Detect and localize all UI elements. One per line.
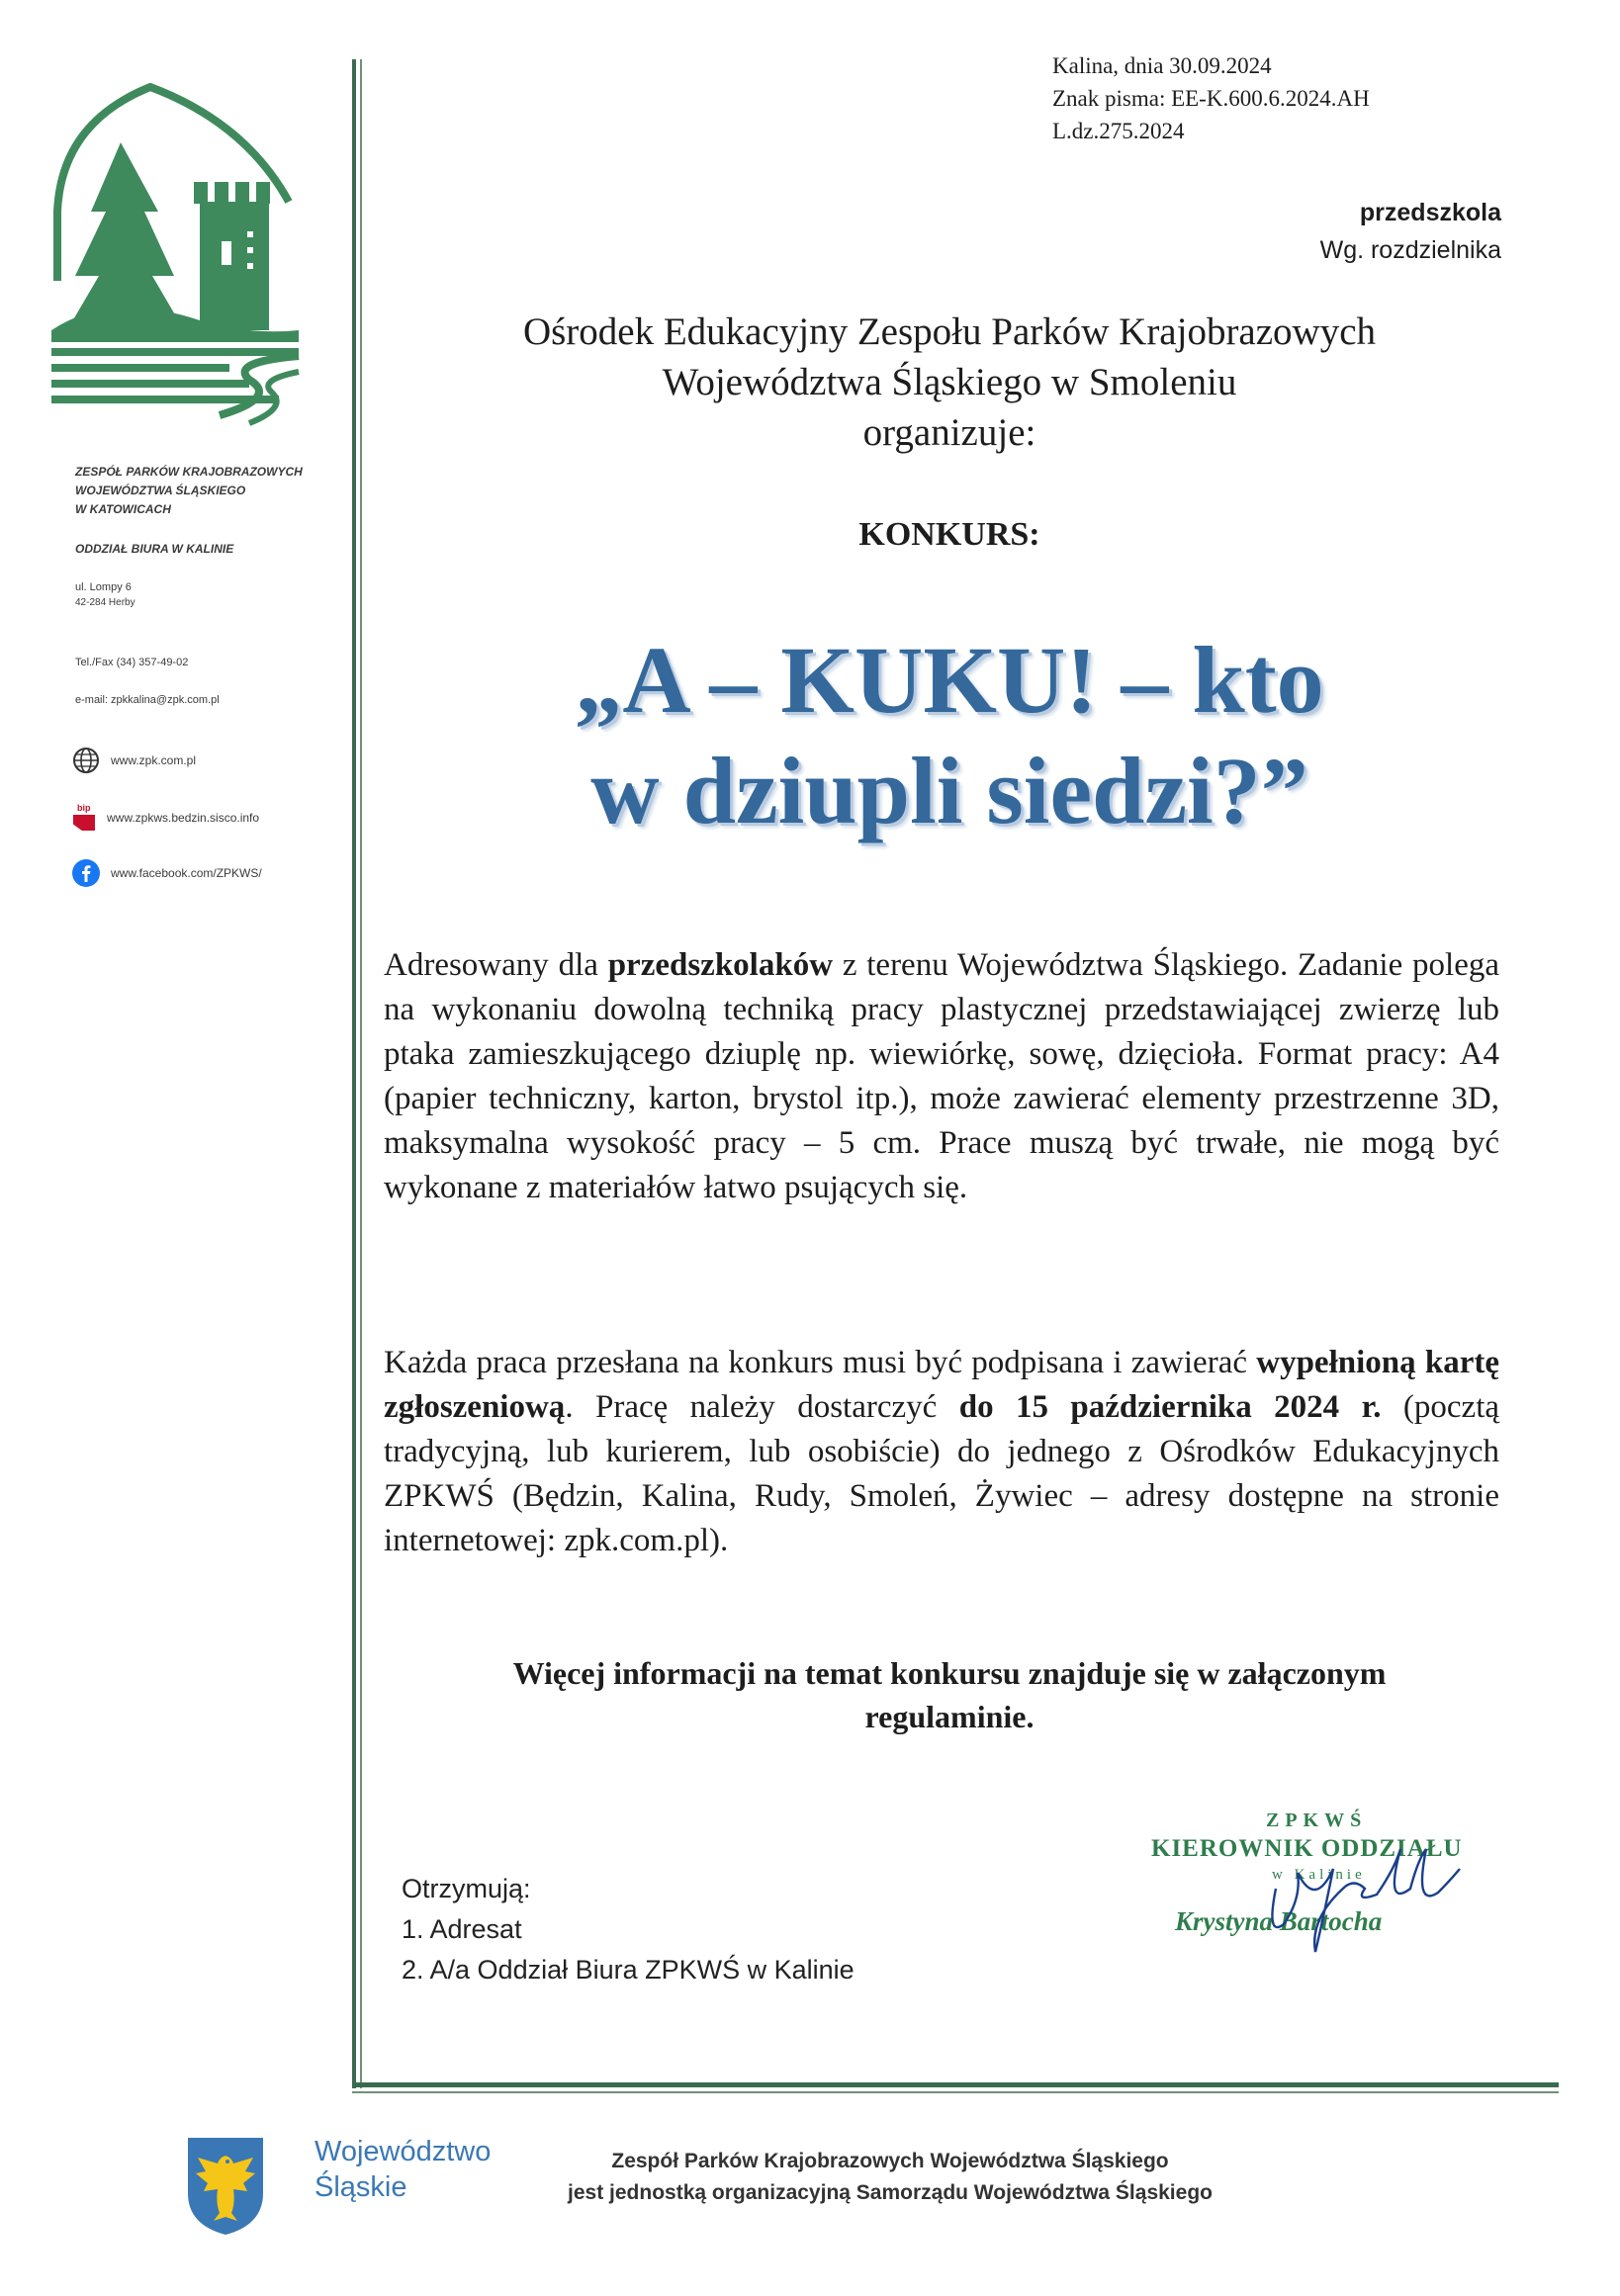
contest-description bbox=[384, 943, 1499, 1210]
sidebar-org-name bbox=[75, 463, 303, 519]
text-run-bold: przedszkolaków bbox=[607, 947, 834, 983]
document-meta bbox=[1052, 49, 1370, 147]
text-run-bold: wypełnioną kartę zgłoszeniową bbox=[384, 1345, 1500, 1425]
sidebar-org-line: ZESPÓŁ PARKÓW KRAJOBRAZOWYCH bbox=[75, 465, 303, 479]
document-date: Kalina, dnia 30.09.2024 bbox=[1052, 53, 1272, 78]
organizer-line: Ośrodek Edukacyjny Zespołu Parków Krajobrazowych bbox=[522, 310, 1377, 353]
silesia-coat-of-arms-icon bbox=[184, 2134, 267, 2237]
organizer-line: Województwa Śląskiego w Smoleniu bbox=[662, 361, 1237, 403]
bip-badge-text: bip bbox=[77, 803, 91, 813]
region-name-line: Śląskie bbox=[315, 2171, 407, 2203]
sidebar-address bbox=[75, 579, 135, 611]
text-run: Adresowany dla bbox=[384, 947, 608, 983]
sidebar-bip-text: www.zpkws.bedzin.sisco.info bbox=[107, 811, 260, 825]
recipient-name: przedszkola bbox=[1359, 199, 1501, 226]
stamp-location: w Kalinie bbox=[1272, 1867, 1366, 1883]
sidebar-email[interactable]: e-mail: zpkkalina@zpk.com.pl bbox=[75, 694, 220, 706]
text-run: z terenu Województwa Śląskiego. Zadanie polega na wykonaniu dowolną techniką pracy plastycznej przedstawiającej zwierzę lub ptaka zamieszkującego dziuplę np. wiewiórkę, sowę, dzięcioła. Format pracy: A4 (papier techniczny, karton, brystol itp.), może zawierać elementy przestrzenne 3D, maksymalna wysokość pracy – 5 cm. Prace muszą być trwałe, nie mogą być wykonane z materiałów łatwo psujących się. bbox=[384, 947, 1499, 1205]
sidebar-facebook-text: www.facebook.com/ZPKWS/ bbox=[111, 866, 262, 880]
receivers-heading: Otrzymują: bbox=[402, 1874, 531, 1903]
frame-horizontal-line-inner bbox=[352, 2091, 1559, 2093]
footer-note-line: jest jednostką organizacyjną Samorządu Województwa Śląskiego bbox=[568, 2181, 1213, 2204]
contest-title-line: w dziupli siedzi?” bbox=[590, 738, 1308, 843]
sidebar-street: ul. Lompy 6 bbox=[75, 581, 132, 593]
stamp-org: ZPKWŚ bbox=[1266, 1810, 1368, 1831]
bip-icon bbox=[73, 803, 97, 833]
text-run: (pocztą tradycyjną, lub kurierem, lub osobiście) do jednego z Ośrodków Edukacyjnych ZPKWŚ (Będzin, Kalina, Rudy, Smoleń, Żywiec – adresy dostępne na stronie internetowej: zpk.com.pl). bbox=[384, 1389, 1500, 1558]
more-info-note bbox=[396, 1651, 1503, 1738]
sidebar-website-link[interactable] bbox=[71, 746, 196, 775]
organizer-block bbox=[396, 307, 1503, 458]
recipient-note: Wg. rozdzielnika bbox=[1319, 236, 1501, 264]
sidebar-branch: ODDZIAŁ BIURA W KALINIE bbox=[75, 542, 234, 556]
stamp-name: Krystyna Bartocha bbox=[1175, 1906, 1383, 1936]
facebook-icon bbox=[71, 858, 101, 888]
park-logo-icon bbox=[51, 83, 309, 439]
stamp-role: KIEROWNIK ODDZIAŁU bbox=[1151, 1835, 1463, 1862]
contest-title bbox=[396, 625, 1503, 846]
footer-note-line: Zespół Parków Krajobrazowych Województwa Śląskiego bbox=[611, 2150, 1169, 2172]
recipient-block bbox=[1320, 194, 1501, 269]
deadline-bold: do 15 października 2024 r. bbox=[958, 1389, 1382, 1425]
contest-label: KONKURS: bbox=[858, 516, 1040, 553]
frame-horizontal-line bbox=[352, 2082, 1559, 2087]
sidebar-org-line: WOJEWÓDZTWA ŚLĄSKIEGO bbox=[75, 484, 246, 497]
sidebar-postal: 42-284 Herby bbox=[75, 597, 135, 608]
globe-icon bbox=[71, 746, 101, 775]
footer-note bbox=[514, 2146, 1266, 2209]
sidebar-phone: Tel./Fax (34) 357-49-02 bbox=[75, 657, 189, 668]
official-stamp bbox=[1147, 1810, 1503, 1968]
handwritten-signature-icon bbox=[1207, 1829, 1464, 1958]
more-info-line: Więcej informacji na temat konkursu znajduje się w załączonym bbox=[512, 1655, 1387, 1691]
document-reference: Znak pisma: EE-K.600.6.2024.AH bbox=[1052, 86, 1370, 111]
receivers-item: 2. A/a Oddział Biura ZPKWŚ w Kalinie bbox=[402, 1955, 855, 1985]
contest-submission-rules bbox=[384, 1341, 1499, 1563]
frame-vertical-line-inner bbox=[360, 59, 362, 2088]
sidebar-org-line: W KATOWICACH bbox=[75, 502, 171, 516]
frame-vertical-line bbox=[352, 59, 356, 2088]
sidebar-facebook-link[interactable] bbox=[71, 858, 262, 888]
receivers-list bbox=[402, 1869, 855, 1990]
more-info-line: regulaminie. bbox=[864, 1699, 1035, 1734]
text-run: Każda praca przesłana na konkurs musi być podpisana i zawierać bbox=[384, 1345, 1257, 1380]
region-name-line: Województwo bbox=[315, 2136, 492, 2167]
contest-title-line: „A – KUKU! – kto bbox=[575, 627, 1324, 733]
sidebar-website-text: www.zpk.com.pl bbox=[111, 753, 197, 767]
document-journal-number: L.dz.275.2024 bbox=[1052, 119, 1185, 143]
sidebar-bip-link[interactable] bbox=[73, 803, 259, 833]
region-name bbox=[315, 2134, 491, 2205]
organizer-line: organizuje: bbox=[862, 411, 1036, 454]
text-run: . Pracę należy dostarczyć bbox=[565, 1389, 959, 1425]
receivers-item: 1. Adresat bbox=[402, 1914, 522, 1944]
